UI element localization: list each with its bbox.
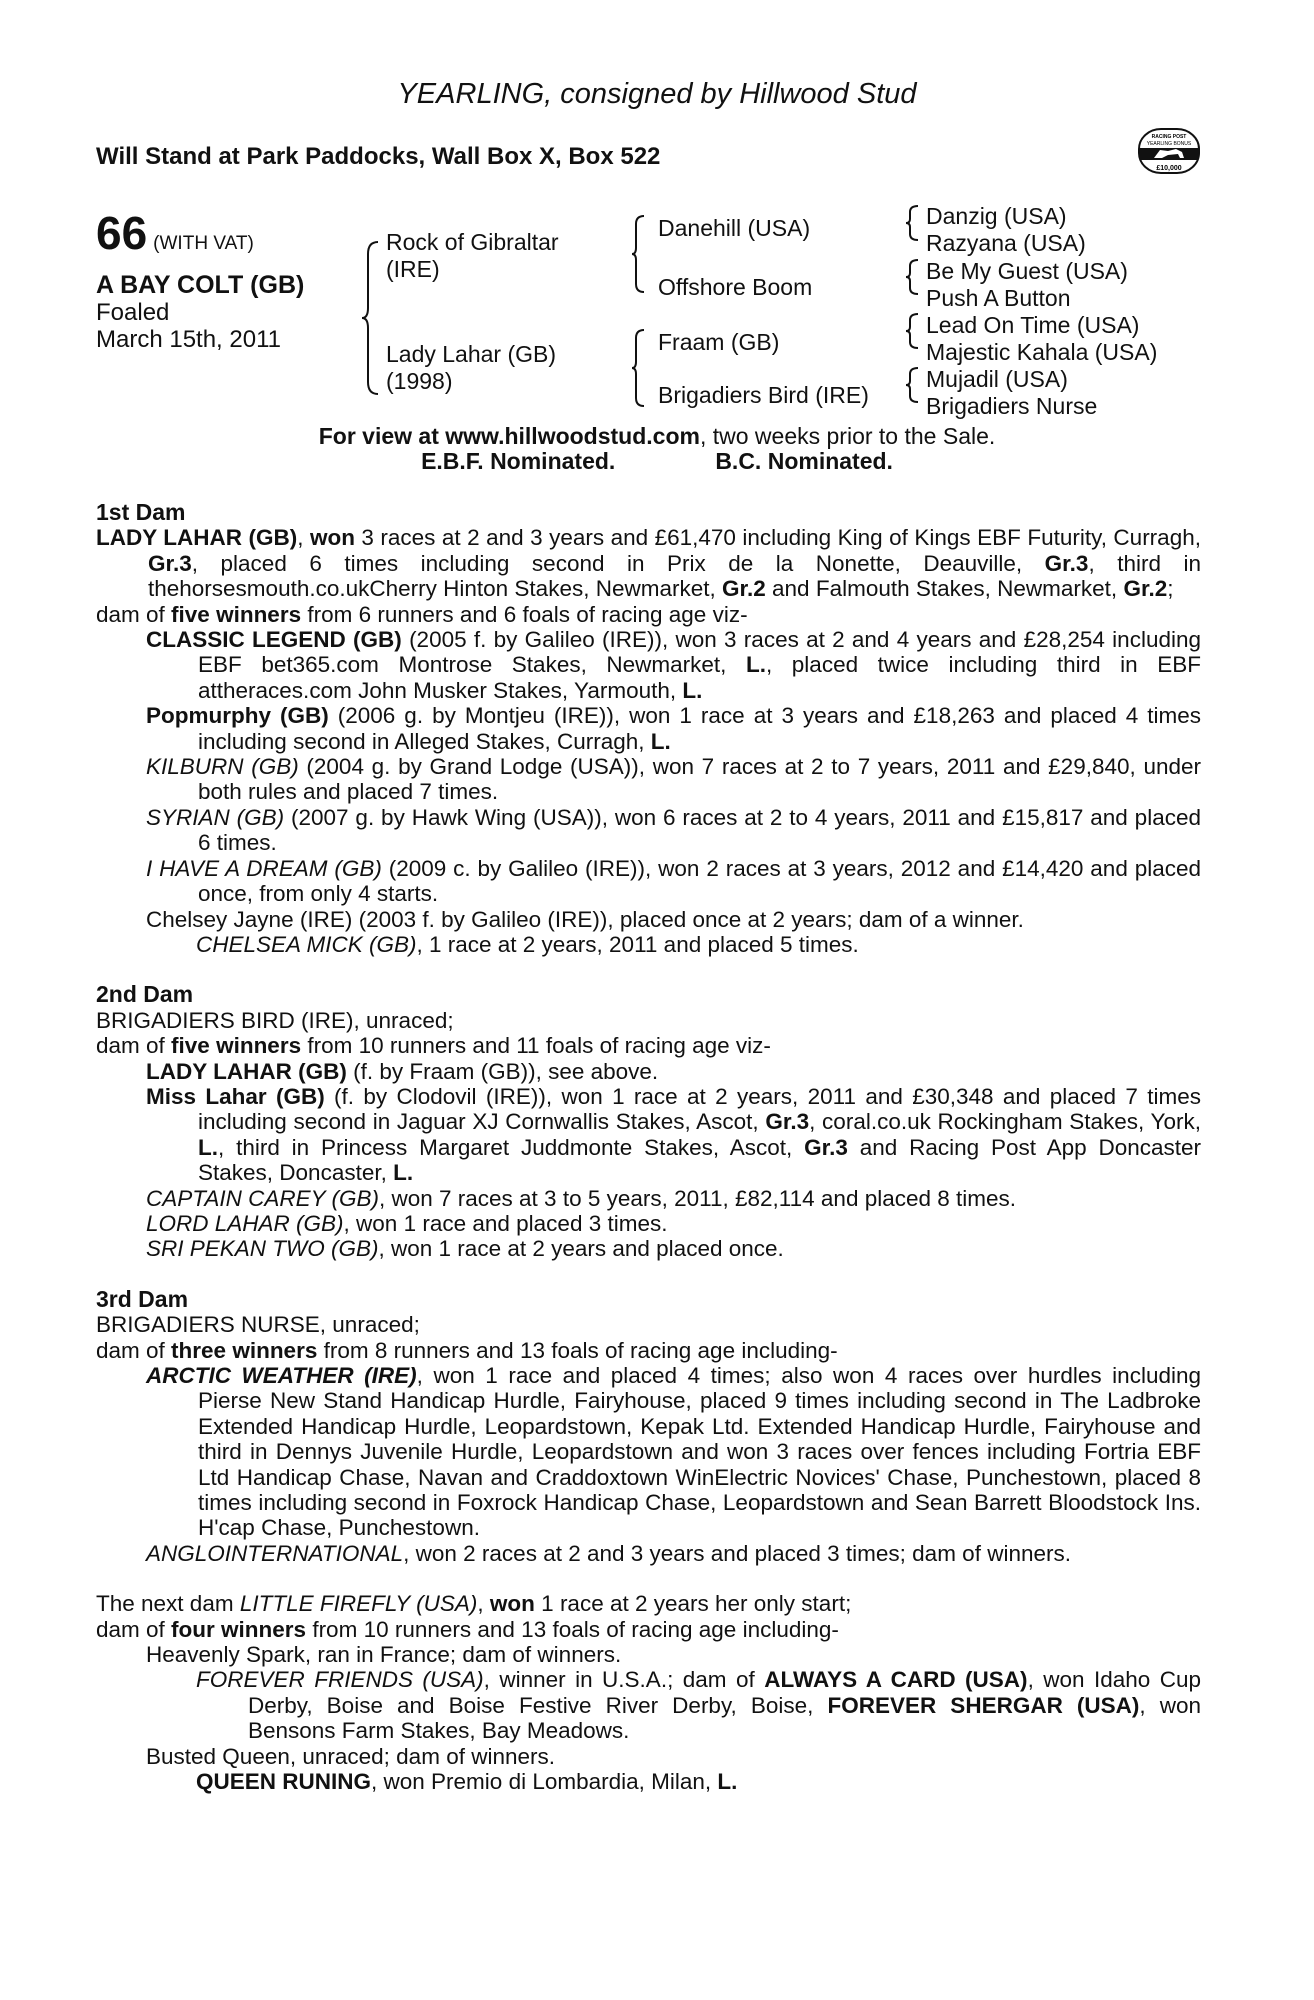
foaled-label: Foaled: [96, 299, 170, 326]
pedigree-brace-sd: [904, 258, 920, 296]
list-item: Heavenly Spark, ran in France; dam of winners.: [146, 1642, 622, 1668]
list-item: Busted Queen, unraced; dam of winners.: [146, 1743, 555, 1769]
badge-mid-text: YEARLING BONUS: [1146, 141, 1192, 147]
list-item: CAPTAIN CAREY (GB), won 7 races at 3 to 5 years, 2011, £82,114 and placed 8 times.: [146, 1185, 1017, 1211]
vat-label: (WITH VAT): [153, 233, 254, 254]
pedigree-ssd: Razyana (USA): [926, 230, 1086, 256]
list-item: SRI PEKAN TWO (GB), won 1 race at 2 years and placed once.: [146, 1236, 784, 1262]
pedigree-ddd: Brigadiers Nurse: [926, 393, 1098, 419]
second-dam-name: BRIGADIERS BIRD (IRE), unraced;: [96, 1007, 454, 1033]
lot-number: 66: [96, 207, 148, 259]
pedigree-ds: Fraam (GB): [658, 329, 780, 355]
next-dam-record: The next dam LITTLE FIREFLY (USA), won 1 race at 2 years her only start;: [96, 1591, 852, 1617]
pedigree-dam: Lady Lahar (GB): [386, 341, 557, 367]
badge-amount: £10,000: [1156, 165, 1182, 172]
list-item: QUEEN RUNING, won Premio di Lombardia, Milan, L.: [196, 1769, 738, 1795]
pedigree-dam-year: (1998): [386, 368, 453, 394]
pedigree-sire-country: (IRE): [386, 256, 440, 282]
list-item: Chelsey Jayne (IRE) (2003 f. by Galileo (IRE)), placed once at 2 years; dam of a winner.: [146, 906, 1024, 932]
view-prefix: For view at: [318, 423, 446, 449]
list-item: KILBURN (GB) (2004 g. by Grand Lodge (USA)), won 7 races at 2 to 7 years, 2011 and £29,840, under both rules and placed 7 times.: [146, 754, 1201, 805]
list-item: Miss Lahar (GB) (f. by Clodovil (IRE)), won 1 race at 2 years, 2011 and £30,348 and placed 7 times including second in Jaguar XJ Cornwallis Stakes, Ascot, Gr.3, coral.co.uk Rockingham Stakes, York, L., third in Princess Margaret Juddmonte Stakes, Ascot, Gr.3 and Racing Post App Doncaster Stakes, Doncaster, L.: [146, 1083, 1202, 1186]
badge-top-text: RACING POST: [1151, 134, 1187, 140]
list-item: ARCTIC WEATHER (IRE), won 1 race and placed 4 times; also won 4 races over hurdles including Pierse New Stand Handicap Hurdle, Fairyhouse, placed 9 times including second in The Ladbroke Extended Handicap Hurdle, Leopardstown, Kepak Ltd. Extended Handicap Hurdle, Fairyhouse and third in Dennys Juvenile Hurdle, Leopardstown and won 3 races over fences including Fortria EBF Ltd Handicap Chase, Navan and Craddoxtown WinElectric Novices' Chase, Punchestown, placed 8 times including second in Foxrock Handicap Chase, Leopardstown and Sean Barrett Bloodstock Ins. H'cap Chase, Punchestown.: [146, 1363, 1201, 1541]
ebf-nominated: E.B.F. Nominated.: [421, 448, 616, 474]
catalogue-body: [96, 500, 1201, 1795]
pedigree-sss: Danzig (USA): [926, 203, 1067, 229]
third-dam-name: BRIGADIERS NURSE, unraced;: [96, 1312, 420, 1338]
list-item: FOREVER FRIENDS (USA), winner in U.S.A.; dam of ALWAYS A CARD (USA), won Idaho Cup Derby, Boise and Boise Festive River Derby, Boise, FOREVER SHERGAR (USA), won Bensons Farm Stakes, Bay Meadows.: [196, 1667, 1202, 1744]
pedigree-brace-main: [360, 240, 382, 396]
view-suffix: , two weeks prior to the Sale.: [699, 423, 996, 449]
list-item: CHELSEA MICK (GB), 1 race at 2 years, 2011 and placed 5 times.: [196, 931, 859, 957]
third-dam-summary: dam of three winners from 8 runners and 13 foals of racing age including-: [96, 1337, 838, 1363]
pedigree-dds: Mujadil (USA): [926, 366, 1068, 392]
pedigree-sire: Rock of Gibraltar: [386, 229, 559, 255]
second-dam-heading: 2nd Dam: [96, 981, 194, 1008]
list-item: LORD LAHAR (GB), won 1 race and placed 3 times.: [146, 1210, 668, 1236]
lot-number-block: [96, 206, 254, 260]
list-item: I HAVE A DREAM (GB) (2009 c. by Galileo (IRE)), won 2 races at 3 years, 2012 and £14,420 and placed once, from only 4 starts.: [146, 855, 1202, 907]
pedigree-dd: Brigadiers Bird (IRE): [658, 382, 869, 408]
pedigree-dss: Lead On Time (USA): [926, 312, 1140, 338]
pedigree-brace-sire: [630, 214, 646, 294]
pedigree-brace-dam: [630, 328, 646, 408]
second-dam-summary: dam of five winners from 10 runners and 11 foals of racing age viz-: [96, 1033, 771, 1059]
foaled-date: March 15th, 2011: [96, 326, 282, 353]
pedigree-brace-ss: [904, 204, 920, 242]
page-title: YEARLING, consigned by Hillwood Stud: [397, 78, 917, 110]
next-dam-summary: dam of four winners from 10 runners and 13 foals of racing age including-: [96, 1616, 839, 1642]
first-dam-heading: 1st Dam: [96, 499, 186, 525]
yearling-bonus-badge: [1138, 128, 1200, 174]
pedigree-sds: Be My Guest (USA): [926, 258, 1128, 284]
list-item: SYRIAN (GB) (2007 g. by Hawk Wing (USA)), won 6 races at 2 to 4 years, 2011 and £15,817 and placed 6 times.: [146, 804, 1201, 856]
horse-name: A BAY COLT (GB): [96, 271, 305, 299]
stud-website-link[interactable]: www.hillwoodstud.com: [445, 423, 700, 449]
pedigree-sd: Offshore Boom: [658, 274, 813, 300]
list-item: ANGLOINTERNATIONAL, won 2 races at 2 and 3 years and placed 3 times; dam of winners.: [146, 1540, 1071, 1566]
third-dam-heading: 3rd Dam: [96, 1285, 189, 1312]
list-item: Popmurphy (GB) (2006 g. by Montjeu (IRE)), won 1 race at 3 years and £18,263 and placed 4 times including second in Alleged Stakes, Curragh, L.: [146, 703, 1201, 754]
list-item: CLASSIC LEGEND (GB) (2005 f. by Galileo (IRE)), won 3 races at 2 and 4 years and £28,254 including EBF bet365.com Montrose Stakes, Newmarket, L., placed twice including third in EBF attheraces.com John Musker Stakes, Yarmouth, L.: [146, 627, 1201, 703]
list-item: LADY LAHAR (GB) (f. by Fraam (GB)), see above.: [146, 1058, 659, 1084]
pedigree-dsd: Majestic Kahala (USA): [926, 339, 1158, 365]
pedigree-brace-ds: [904, 312, 920, 350]
stand-location: Will Stand at Park Paddocks, Wall Box X, Box 522: [96, 143, 661, 170]
horse-info: [96, 272, 304, 353]
sale-notes: [0, 424, 1314, 474]
first-dam-record: LADY LAHAR (GB), won 3 races at 2 and 3 years and £61,470 including King of Kings EBF Futurity, Curragh, Gr.3, placed 6 times including second in Prix de la Nonette, Deauville, Gr.3, third in thehorsesmouth.co.ukCherry Hinton Stakes, Newmarket, Gr.2 and Falmouth Stakes, Newmarket, Gr.2;: [96, 525, 1201, 602]
bc-nominated: B.C. Nominated.: [715, 448, 893, 474]
pedigree-sdd: Push A Button: [926, 285, 1071, 311]
first-dam-summary: dam of five winners from 6 runners and 6 foals of racing age viz-: [96, 601, 748, 627]
pedigree-ss: Danehill (USA): [658, 215, 811, 241]
pedigree-brace-dd: [904, 366, 920, 404]
